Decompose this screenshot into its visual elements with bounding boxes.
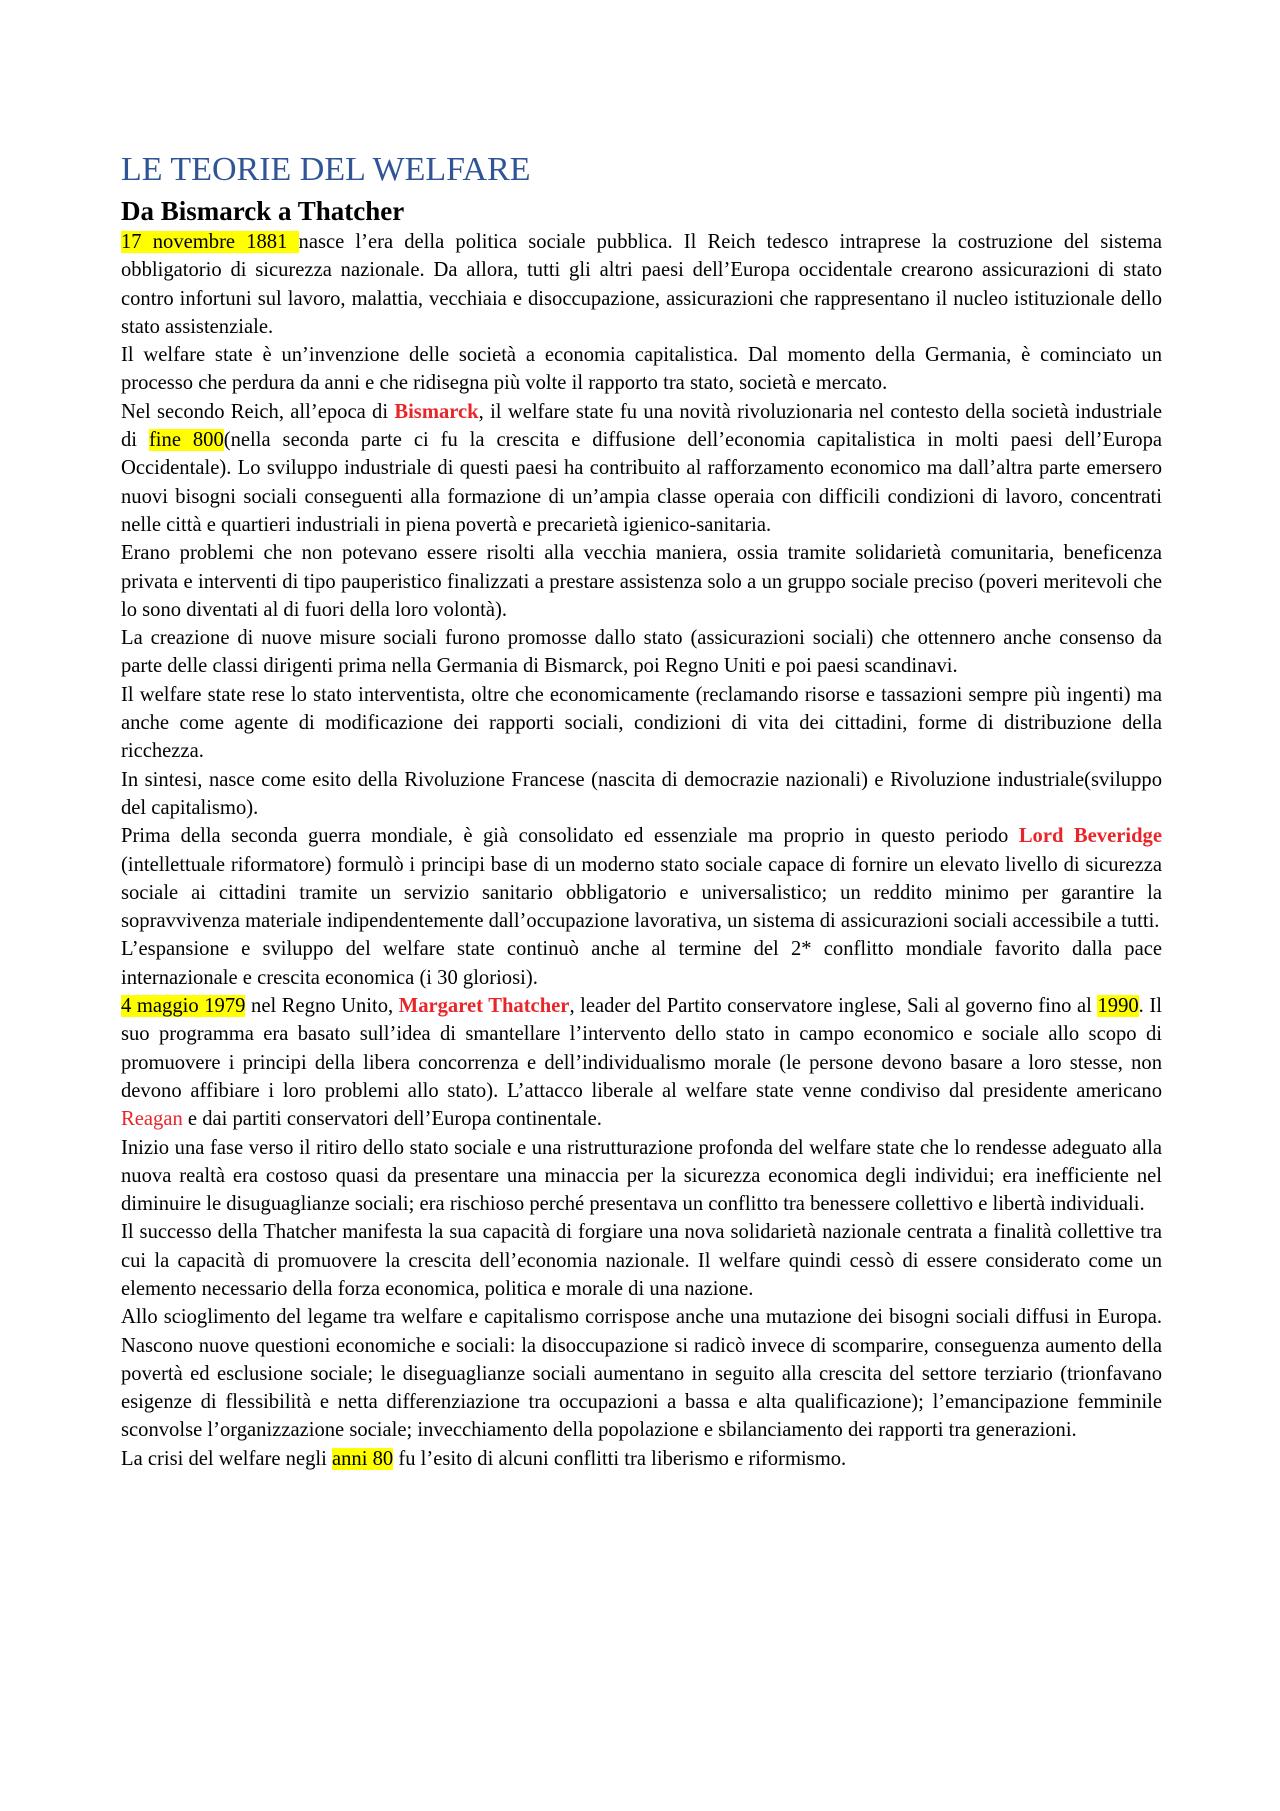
document-title: LE TEORIE DEL WELFARE [121,151,531,188]
text-run: Nel secondo Reich, all’epoca di [121,400,395,423]
text-run: L’espansione e sviluppo del welfare state continuò anche al termine del 2* conflitto mondiale favorito dalla pace internazionale e crescita economica (i 30 gloriosi). [121,938,1162,989]
paragraph [121,1134,1162,1219]
emphasized-name: Lord Beveridge [1018,825,1162,848]
paragraph [121,992,1162,1133]
text-run: nel Regno Unito, [245,995,399,1018]
highlighted-text: 1990 [1097,995,1139,1018]
text-run: Erano problemi che non potevano essere risolti alla vecchia maniera, ossia tramite solidarietà comunitaria, beneficenza privata e interventi di tipo pauperistico finalizzati a prestare assistenza solo a un gruppo sociale preciso (poveri meritevoli che lo sono diventati al di fuori della loro volontà). [121,542,1162,621]
paragraph [121,1218,1162,1303]
text-run: Il successo della Thatcher manifesta la sua capacità di forgiare una nova solidarietà nazionale centrata a finalità collettive tra cui la capacità di promuovere la crescita dell’economia nazionale. Il welfare quindi cessò di essere considerato come un elemento necessario della forza economica, politica e morale di una nazione. [121,1221,1162,1300]
paragraph [121,935,1162,992]
text-run: e dai partiti conservatori dell’Europa continentale. [182,1108,602,1131]
text-run: La crisi del welfare negli [121,1447,332,1470]
paragraph [121,822,1162,935]
document-subtitle: Da Bismarck a Thatcher [121,196,405,226]
text-run: Allo scioglimento del legame tra welfare e capitalismo corrispose anche una mutazione dei bisogni sociali diffusi in Europa. Nascono nuove questioni economiche e sociali: la disoccupazione si radicò invece di scomparire, conseguenza aumento della povertà ed esclusione sociale; le diseguaglianze sociali aumentano in seguito alla crescita del settore terziario (trionfavano esigenze di flessibilità e netta differenziazione tra occupazioni a bassa e alta qualificazione); l’emancipazione femminile sconvolse l’organizzazione sociale; invecchiamento della popolazione e sbilanciamento dei rapporti tra generazioni. [121,1306,1162,1442]
text-run: Il welfare state è un’invenzione delle società a economia capitalistica. Dal momento della Germania, è cominciato un processo che perdura da anni e che ridisegna più volte il rapporto tra stato, società e mercato. [121,344,1162,395]
text-run: . Il suo programma era basato sull’idea di smantellare l’intervento dello stato in campo economico e sociale allo scopo di promuovere i principi della libera concorrenza e dell’individualismo morale (le persone devono basare a loro stesse, non devono affibiare i loro problemi allo stato). L’attacco liberale al welfare state venne condiviso dal presidente americano [121,995,1162,1102]
paragraph [121,624,1162,681]
text-run: , leader del Partito conservatore inglese, Sali al governo fino al [569,995,1098,1018]
text-run: Prima della seconda guerra mondiale, è già consolidato ed essenziale ma proprio in questo periodo [121,825,1019,848]
paragraph [121,228,1162,341]
highlighted-text: 4 maggio 1979 [121,995,246,1018]
text-run: (nella seconda parte ci fu la crescita e diffusione dell’economia capitalistica in molti paesi dell’Europa Occidentale). Lo sviluppo industriale di questi paesi ha contribuito al rafforzamento economico ma dall’altra parte emersero nuovi bisogni sociali conseguenti alla formazione di un’ampia classe operaia con difficili condizioni di lavoro, concentrati nelle città e quartieri industriali in piena povertà e precarietà igienico-sanitaria. [121,429,1163,536]
highlighted-text: 17 novembre 1881 [121,231,299,253]
emphasized-name: Bismarck [394,400,479,423]
paragraph [121,681,1162,766]
document-body [121,228,1162,1473]
highlighted-text: anni 80 [332,1447,394,1470]
emphasized-name: Margaret Thatcher [398,995,570,1018]
paragraph [121,766,1162,823]
paragraph [121,1303,1162,1444]
text-run: La creazione di nuove misure sociali furono promosse dallo stato (assicurazioni sociali) che ottennero anche consenso da parte delle classi dirigenti prima nella Germania di Bismarck, poi Regno Uniti e poi paesi scandinavi. [121,627,1162,678]
text-run: fu l’esito di alcuni conflitti tra liberismo e riformismo. [393,1447,847,1470]
text-run: Inizio una fase verso il ritiro dello stato sociale e una ristrutturazione profonda del welfare state che lo rendesse adeguato alla nuova realtà era costoso quasi da presentare una minaccia per la sicurezza economica degli individui; era inefficiente nel diminuire le disuguaglianze sociali; era rischioso perché presentava un conflitto tra benessere collettivo e libertà individuali. [121,1136,1162,1216]
text-run: In sintesi, nasce come esito della Rivoluzione Francese (nascita di democrazie nazionali) e Rivoluzione industriale(sviluppo del capitalismo). [121,768,1162,819]
text-run: , il welfare state fu una novità rivoluzionaria nel contesto della società industriale di [121,400,1162,452]
paragraph [121,341,1162,398]
text-run: nasce l’era della politica sociale pubblica. Il Reich tedesco intraprese la costruzione del sistema obbligatorio di sicurezza nazionale. Da allora, tutti gli altri paesi dell’Europa occidentale crearono assicurazioni di stato contro infortuni sul lavoro, malattia, vecchiaia e disoccupazione, assicurazioni che rappresentano il nucleo istituzionale dello stato assistenziale. [121,231,1162,338]
emphasized-name: Reagan [121,1108,183,1131]
paragraph [121,539,1162,624]
text-run: (intellettuale riformatore) formulò i principi base di un moderno stato sociale capace di fornire un elevato livello di sicurezza sociale ai cittadini tramite un servizio sanitario obbligatorio e universalistico; un reddito minimo per garantire la sopravvivenza materiale indipendentemente dall’occupazione lavorativa, un sistema di assicurazioni sociali accessibile a tutti. [121,853,1162,933]
paragraph [121,398,1162,539]
highlighted-text: fine 800 [148,429,224,452]
paragraph [121,1445,1162,1473]
text-run: Il welfare state rese lo stato interventista, oltre che economicamente (reclamando risorse e tassazioni sempre più ingenti) ma anche come agente di modificazione dei rapporti sociali, condizioni di vita dei cittadini, forme di distribuzione della ricchezza. [121,683,1162,763]
